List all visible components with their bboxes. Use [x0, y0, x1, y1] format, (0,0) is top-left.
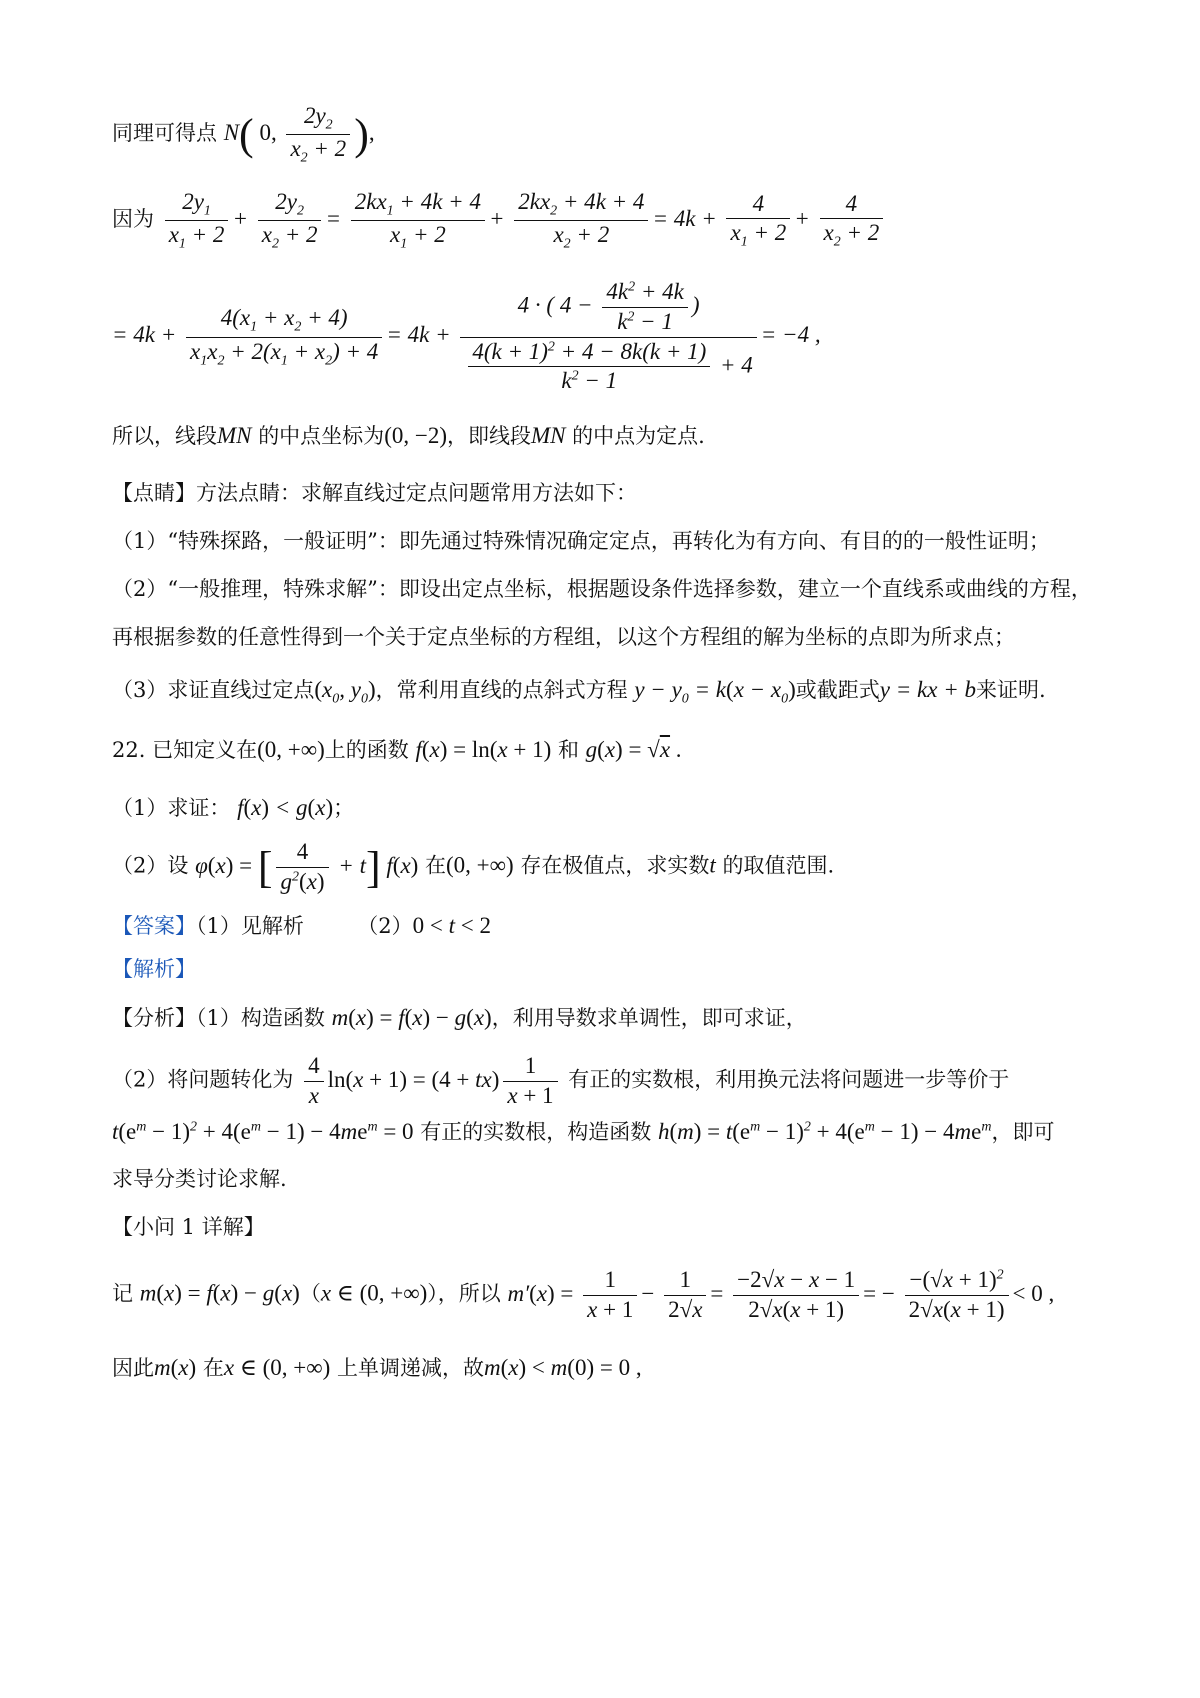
text: 在: [425, 853, 447, 878]
text: （1）构造函数: [196, 1006, 325, 1030]
analysis-part2-end: 求导分类讨论求解.: [112, 1167, 287, 1191]
analysis-part1: 【分析】（1）构造函数 m(x) = f(x) − g(x)，利用导数求单调性，即可求证，: [112, 1005, 807, 1030]
analysis-tag: [112, 956, 1110, 982]
question-22-part1: （1）求证： f(x) < g(x)；: [112, 795, 355, 820]
text: ，即可: [991, 1120, 1055, 1144]
tip-item-2b: 再根据参数的任意性得到一个关于定点坐标的方程组，以这个方程组的解为坐标的点即为所求点；: [112, 625, 1015, 649]
text: 上的函数: [324, 738, 409, 762]
tip-item-2a: （2）“一般推理，特殊求解”：即设出定点坐标，根据题设条件选择参数，建立一个直线系或曲线的方程，: [112, 577, 1092, 601]
text: 上单调递减，故: [337, 1356, 484, 1380]
text: 因为: [112, 206, 154, 231]
text: 的中点为定点.: [572, 424, 705, 448]
answer-tag: 【答案】: [112, 914, 196, 938]
tip-item-3: （3）求证直线过定点($x_0$, $y_0$)，常利用直线的点斜式方程 $y - y_0 = k(x - x_0)$或截距式y = kx + b来证明.: [112, 677, 1046, 707]
text: 的取值范围.: [722, 853, 835, 878]
text: 的中点坐标为: [258, 424, 385, 448]
text: 有正的实数根，构造函数: [420, 1120, 652, 1144]
text: 同理可得点: [112, 120, 217, 145]
text: 在: [202, 1356, 224, 1380]
question-22-part2: （2）设 φ(x) = [ $\frac{4}{g^2(x)}$ + t] f(x) 在(0, +∞) 存在极值点，求实数t 的取值范围.: [112, 839, 835, 894]
text: ），所以: [427, 1281, 501, 1306]
text: ，利用导数求单调性，即可求证，: [491, 1006, 807, 1030]
line-equation: = 4k + $\frac{4(x_1 + x_2 + 4)}{x_1x_2 + 2(x_1 + x_2) + 4}$ = 4k + 4 · ( 4 − $\frac{4k^2 + 4k}{k^2 - 1}$ ) $\frac{4(k + 1)^2 + 4 - 8k(k + 1)}{k^2 - 1}$ + 4 = −4 ,: [112, 279, 821, 394]
text: 【分析】: [112, 1006, 196, 1030]
detail-monotonic: 因此m(x) 在x ∈ (0, +∞) 上单调递减，故m(x) < m(0) = 0 ,: [112, 1355, 642, 1380]
text: （1）见解析: [196, 914, 304, 938]
text: 或截距式: [795, 678, 880, 702]
tip-item-1: （1）“特殊探路，一般证明”：即先通过特殊情况确定定点，再转化为有方向、有目的的一般性证明；: [112, 529, 1050, 553]
answer-line: 【答案】（1）见解析 （2）0 < t < 2: [112, 913, 491, 938]
text: 22. 已知定义在: [112, 738, 258, 762]
analysis-label: 【解析】: [112, 957, 196, 981]
text: 记: [112, 1281, 133, 1306]
text: （2）设: [112, 853, 189, 878]
text: ，常利用直线的点斜式方程: [375, 678, 628, 702]
text: 和: [557, 738, 579, 762]
text: 来证明.: [975, 678, 1046, 702]
analysis-part2-cont: $t(e^m - 1)^2 + 4(e^m - 1) - 4me^m = 0$ 有正的实数根，构造函数 $h(m) = t(e^m - 1)^2 + 4(e^m - 1) - 4me^m$，即可: [112, 1119, 1055, 1144]
text: 有正的实数根，利用换元法将问题进一步等价于: [568, 1067, 1010, 1092]
subquestion-1-heading: 【小问 1 详解】: [112, 1215, 265, 1239]
analysis-part2: （2）将问题转化为 $\frac{4}{x}$ ln(x + 1) = (4 + tx) $\frac{1}{x + 1}$ 有正的实数根，利用换元法将问题进一步等价于: [112, 1053, 1010, 1108]
text: 因此: [112, 1356, 154, 1380]
text: 存在极值点，求实数: [520, 853, 710, 878]
line-because: 因为 $\frac{2y_1}{x_1 + 2}$ + $\frac{2y_2}{x_2 + 2}$ = $\frac{2kx_1 + 4k + 4}{x_1 + 2}$ + $\frac{2kx_2 + 4k + 4}{x_2 + 2}$ = 4k + $\frac{4}{x_1 + 2}$ + $\frac{4}{x_2 + 2}$: [112, 188, 1110, 253]
text: （2）: [357, 914, 413, 938]
text: （1）求证：: [112, 796, 231, 820]
text: （3）求证直线过定点: [112, 678, 315, 702]
line-midpoint: 所以，线段MN 的中点坐标为(0, −2)，即线段MN 的中点为定点.: [112, 423, 705, 448]
line-point-n: 同理可得点 N( 0, $\frac{2y_2}{x_2 + 2}$ ),: [112, 103, 375, 166]
detail-derivative: 记 m(x) = f(x) − g(x)（x ∈ (0, +∞)），所以 m′(x) = $\frac{1}{x + 1}$ − $\frac{1}{2√x}$ = $\frac{-2√x - x - 1}{2√x(x + 1)}$ = − $\frac{-(√x + 1)^2}{2√x(x + 1)}$ < 0 ,: [112, 1267, 1055, 1322]
text: （2）将问题转化为: [112, 1067, 294, 1092]
text: 所以，线段: [112, 424, 217, 448]
question-22: 22. 已知定义在(0, +∞)上的函数 f(x) = ln(x + 1) 和 g(x) = √x .: [112, 737, 682, 762]
tip-heading: 【点睛】方法点睛：求解直线过定点问题常用方法如下：: [112, 481, 637, 505]
text: ，即线段: [446, 424, 531, 448]
